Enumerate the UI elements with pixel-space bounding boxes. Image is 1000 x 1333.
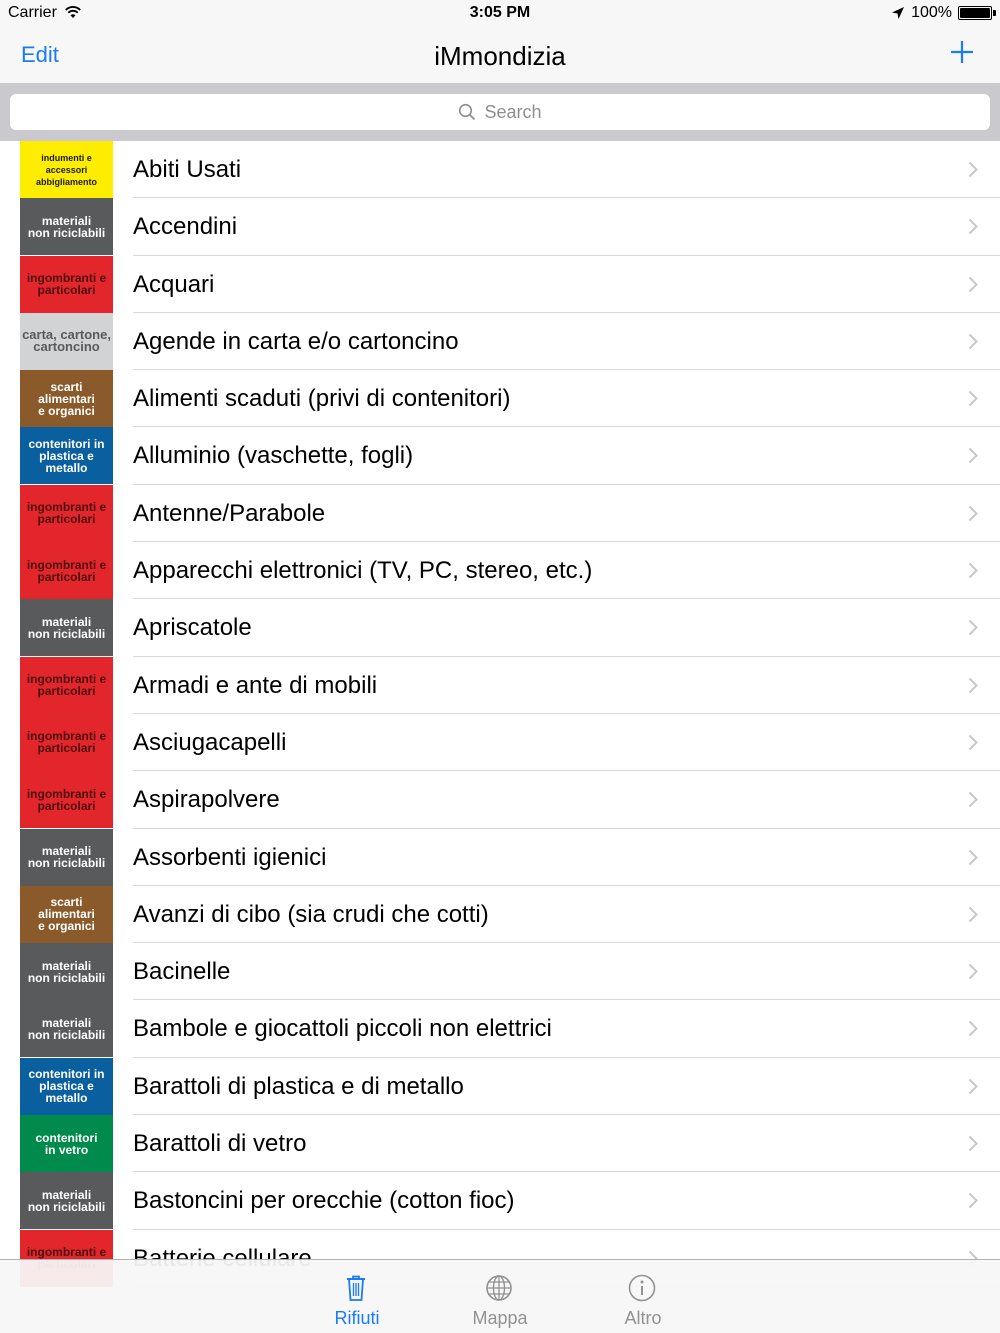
item-name: Alluminio (vaschette, fogli): [133, 442, 414, 470]
list-item[interactable]: [0, 714, 1000, 771]
list-item[interactable]: [0, 485, 1000, 542]
list-item[interactable]: [0, 943, 1000, 1000]
globe-icon: [484, 1273, 514, 1303]
info-icon: [627, 1273, 657, 1303]
tab-label: Rifiuti: [334, 1308, 380, 1328]
clock-label: 3:05 PM: [469, 4, 531, 21]
list-item[interactable]: [0, 256, 1000, 313]
list-item[interactable]: [0, 1000, 1000, 1057]
list-item[interactable]: [0, 198, 1000, 255]
chevron-right-icon: [968, 849, 978, 866]
list-item[interactable]: [0, 657, 1000, 714]
chevron-right-icon: [968, 447, 978, 464]
list-item[interactable]: [0, 1172, 1000, 1229]
status-right-group: [891, 4, 992, 22]
category-badge: indumenti e accessori abbigliamento: [20, 141, 113, 198]
battery-icon: [958, 6, 992, 20]
tab-mappa[interactable]: [440, 1260, 560, 1333]
list-item[interactable]: [0, 771, 1000, 828]
list-item[interactable]: [0, 141, 1000, 198]
waste-items-list: [0, 141, 1000, 1287]
category-badge: materiali non riciclabili: [20, 198, 113, 255]
category-badge: carta, cartone, cartoncino: [20, 313, 113, 370]
item-name: Aspirapolvere: [133, 786, 280, 814]
carrier-label: Carrier: [8, 4, 57, 21]
category-badge: ingombranti e particolari: [20, 542, 113, 599]
category-badge: ingombranti e particolari: [20, 485, 113, 542]
chevron-right-icon: [968, 562, 978, 579]
chevron-right-icon: [968, 906, 978, 923]
item-name: Antenne/Parabole: [133, 499, 326, 527]
search-bar: [0, 83, 1000, 141]
chevron-right-icon: [968, 218, 978, 235]
location-arrow-icon: [891, 6, 905, 20]
item-name: Apriscatole: [133, 614, 252, 642]
chevron-right-icon: [968, 161, 978, 178]
item-name: Barattoli di plastica e di metallo: [133, 1072, 464, 1100]
item-name: Agende in carta e/o cartoncino: [133, 327, 459, 355]
chevron-right-icon: [968, 619, 978, 636]
tab-bar: [0, 1259, 1000, 1333]
item-name: Barattoli di vetro: [133, 1130, 307, 1158]
category-badge: ingombranti e: [20, 1230, 113, 1287]
category-badge: ingombranti e particolari: [20, 657, 113, 714]
chevron-right-icon: [968, 791, 978, 808]
page-title: iMmondizia: [434, 41, 566, 71]
chevron-right-icon: [968, 677, 978, 694]
search-icon: [458, 103, 476, 121]
category-badge: materiali non riciclabili: [20, 829, 113, 886]
chevron-right-icon: [968, 390, 978, 407]
item-name: Bambole e giocattoli piccoli non elettrici: [133, 1015, 552, 1043]
item-name: Avanzi di cibo (sia crudi che cotti): [133, 900, 489, 928]
category-badge: scarti alimentari e organici: [20, 886, 113, 943]
item-name: Assorbenti igienici: [133, 843, 327, 871]
category-badge: materiali non riciclabili: [20, 599, 113, 656]
category-badge: contenitori in vetro: [20, 1115, 113, 1172]
chevron-right-icon: [968, 963, 978, 980]
list-item[interactable]: [0, 370, 1000, 427]
list-item[interactable]: [0, 542, 1000, 599]
battery-percent-label: 100%: [911, 4, 952, 21]
chevron-right-icon: [968, 734, 978, 751]
item-name: Armadi e ante di mobili: [133, 671, 378, 699]
tab-label: Mappa: [472, 1308, 528, 1328]
list-item[interactable]: [0, 1058, 1000, 1115]
item-name: Alimenti scaduti (privi di contenitori): [133, 385, 511, 413]
item-name: Bastoncini per orecchie (cotton fioc): [133, 1187, 515, 1215]
item-name: Asciugacapelli: [133, 728, 287, 756]
tab-rifiuti[interactable]: [297, 1260, 417, 1333]
category-badge: materiali non riciclabili: [20, 1000, 113, 1057]
search-placeholder: Search: [484, 101, 542, 122]
category-badge: contenitori in plastica e metallo: [20, 1058, 113, 1115]
item-name: Accendini: [133, 213, 238, 241]
item-name: Abiti Usati: [133, 156, 242, 183]
chevron-right-icon: [968, 505, 978, 522]
list-item[interactable]: [0, 1115, 1000, 1172]
item-name: Bacinelle: [133, 958, 231, 986]
category-badge: materiali non riciclabili: [20, 1172, 113, 1229]
list-item[interactable]: [0, 829, 1000, 886]
category-badge: scarti alimentari e organici: [20, 370, 113, 427]
edit-button[interactable]: Edit: [21, 42, 59, 67]
list-item[interactable]: [0, 886, 1000, 943]
trash-icon: [341, 1273, 371, 1303]
item-name: Apparecchi elettronici (TV, PC, stereo, etc.): [133, 557, 593, 585]
list-item[interactable]: [0, 313, 1000, 370]
navigation-bar: [0, 28, 1000, 83]
item-name: Acquari: [133, 270, 215, 298]
category-badge: contenitori in plastica e metallo: [20, 427, 113, 484]
chevron-right-icon: [968, 333, 978, 350]
list-item[interactable]: [0, 427, 1000, 484]
chevron-right-icon: [968, 1078, 978, 1095]
tab-altro[interactable]: [583, 1260, 703, 1333]
category-badge: ingombranti e particolari: [20, 714, 113, 771]
category-badge: ingombranti e particolari: [20, 256, 113, 313]
category-badge: materiali non riciclabili: [20, 943, 113, 1000]
status-bar: [0, 0, 1000, 28]
category-badge: ingombranti e particolari: [20, 771, 113, 828]
chevron-right-icon: [968, 1192, 978, 1209]
chevron-right-icon: [968, 276, 978, 293]
list-item[interactable]: [0, 599, 1000, 656]
chevron-right-icon: [968, 1020, 978, 1037]
chevron-right-icon: [968, 1135, 978, 1152]
search-input[interactable]: [10, 94, 990, 130]
plus-icon[interactable]: [948, 38, 976, 66]
tab-label: Altro: [624, 1308, 662, 1328]
